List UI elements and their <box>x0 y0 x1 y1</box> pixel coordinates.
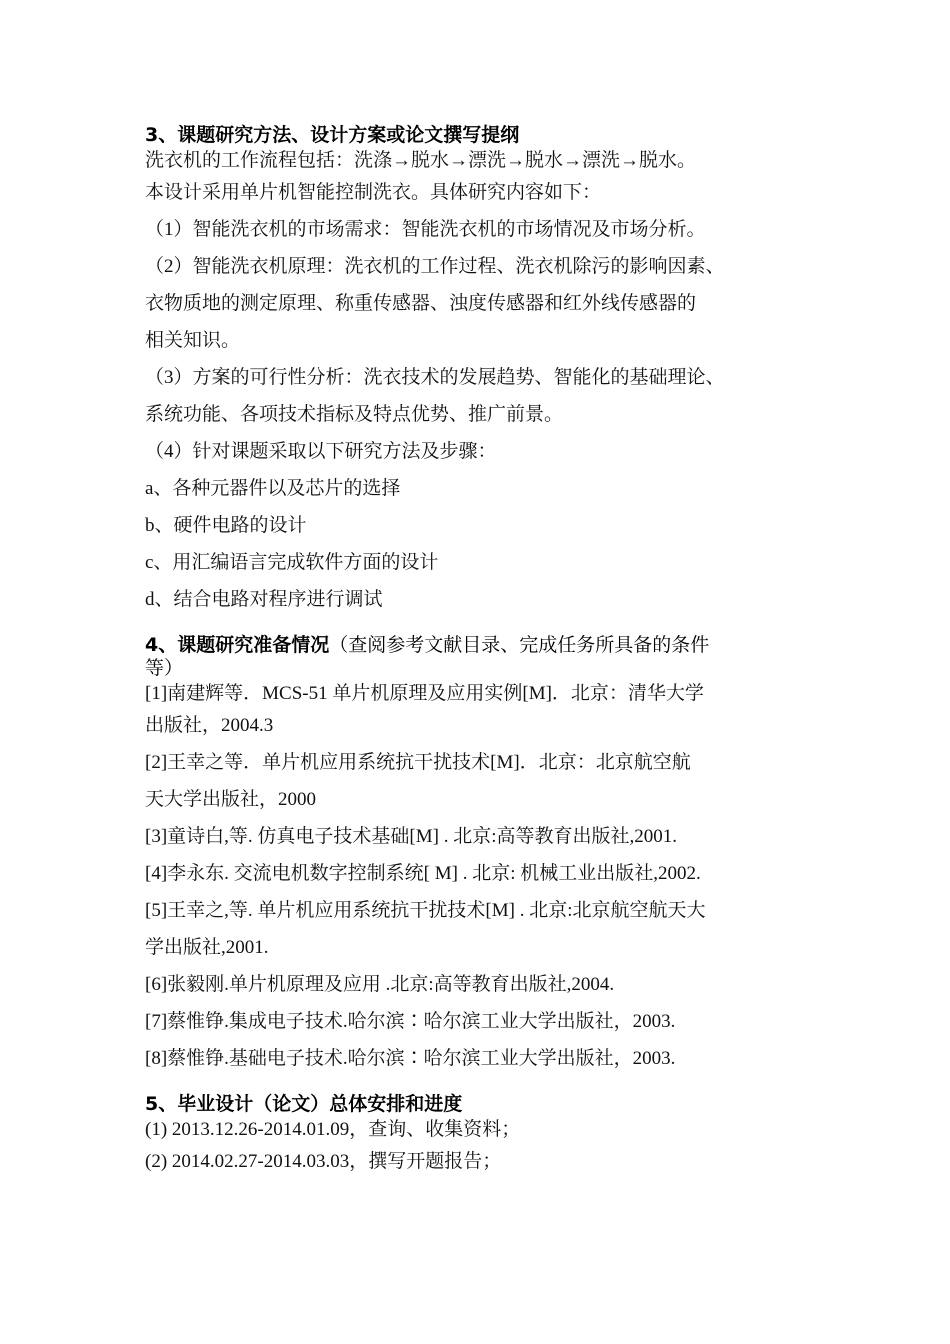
reference-line: [4]李永东. 交流电机数字控制系统[ M] . 北京: 机械工业出版社,2002. <box>145 863 701 884</box>
section-3-line: （3）方案的可行性分析：洗衣技术的发展趋势、智能化的基础理论、 <box>145 367 725 388</box>
section-3-line: 衣物质地的测定原理、称重传感器、浊度传感器和红外线传感器的 <box>145 293 697 314</box>
reference-line: [3]童诗白,等. 仿真电子技术基础[M] . 北京:高等教育出版社,2001. <box>145 826 677 847</box>
reference-line: [6]张毅刚.单片机原理及应用 .北京:高等教育出版社,2004. <box>145 974 615 995</box>
section-4-heading-note: （查阅参考文献目录、完成任务所具备的条件 <box>329 634 710 656</box>
reference-line: [7]蔡惟铮.集成电子技术.哈尔滨∶哈尔滨工业大学出版社，2003. <box>145 1011 676 1032</box>
section-3-line: （4）针对课题采取以下研究方法及步骤： <box>145 441 497 462</box>
reference-line: 学出版社,2001. <box>145 937 269 958</box>
section-3-heading: 3、课题研究方法、设计方案或论文撰写提纲 <box>145 124 520 146</box>
section-3-line: （2）智能洗衣机原理：洗衣机的工作过程、洗衣机除污的影响因素、 <box>145 256 725 277</box>
reference-line: [2]王幸之等．单片机应用系统抗干扰技术[M]．北京：北京航空航 <box>145 752 691 773</box>
section-4-heading-note-cont: 等） <box>145 657 184 679</box>
section-3-list-item: b、硬件电路的设计 <box>145 515 307 536</box>
schedule-line: (2) 2014.02.27-2014.03.03，撰写开题报告； <box>145 1151 502 1172</box>
section-3-line: 系统功能、各项技术指标及特点优势、推广前景。 <box>145 404 564 425</box>
section-4-heading-title: 4、课题研究准备情况 <box>145 634 330 656</box>
section-3-line: 相关知识。 <box>145 330 241 351</box>
document-body <box>145 124 835 1180</box>
reference-line: [1]南建辉等．MCS-51 单片机原理及应用实例[M]．北京：清华大学 <box>145 683 704 704</box>
section-3-list-item: a、各种元器件以及芯片的选择 <box>145 478 401 499</box>
section-spacer <box>145 1077 835 1093</box>
section-3-list-item: c、用汇编语言完成软件方面的设计 <box>145 552 439 573</box>
reference-line: [8]蔡惟铮.基础电子技术.哈尔滨∶哈尔滨工业大学出版社，2003. <box>145 1048 676 1069</box>
section-3-line: （1）智能洗衣机的市场需求：智能洗衣机的市场情况及市场分析。 <box>145 219 706 240</box>
reference-line: 出版社，2004.3 <box>145 715 274 736</box>
reference-line: 天大学出版社，2000 <box>145 789 317 810</box>
section-4-heading <box>145 634 835 680</box>
schedule-line: (1) 2013.12.26-2014.01.09，查询、收集资料； <box>145 1119 521 1140</box>
section-spacer <box>145 618 835 634</box>
section-5-heading: 5、毕业设计（论文）总体安排和进度 <box>145 1093 463 1115</box>
section-3-list-item: d、结合电路对程序进行调试 <box>145 589 383 610</box>
reference-line: [5]王幸之,等. 单片机应用系统抗干扰技术[M] . 北京:北京航空航天大 <box>145 900 706 921</box>
section-3-line: 洗衣机的工作流程包括：洗涤→脱水→漂洗→脱水→漂洗→脱水。 <box>145 150 697 171</box>
section-3-line: 本设计采用单片机智能控制洗衣。具体研究内容如下： <box>145 182 602 203</box>
